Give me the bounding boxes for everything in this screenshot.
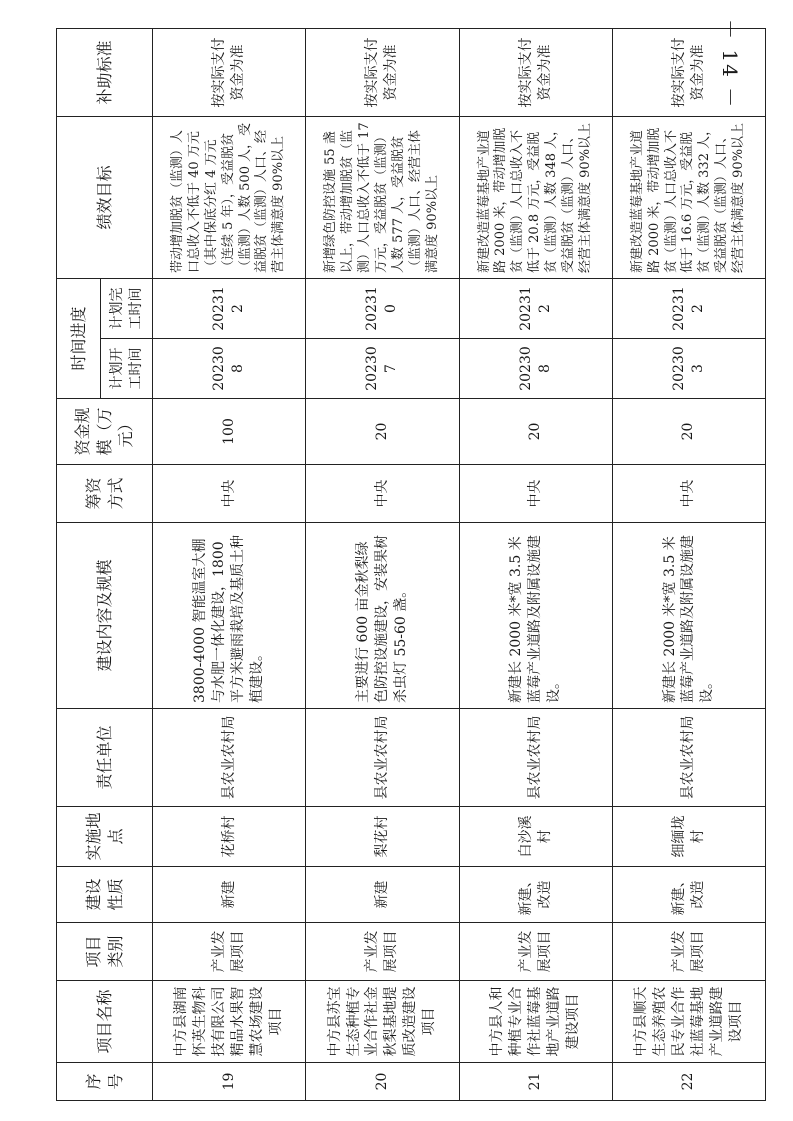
header-name: 项目名称: [57, 981, 153, 1063]
cell-goal: 新增绿色防控设施 55 盏以上，带动增加脱贫（监测）人口总收入不低于 17 万元，受益脱贫（监测）人数 577 人，受益脱贫（监测）人口、经营主体满意度 90%以上: [306, 116, 459, 278]
cell-funding: 中央: [612, 465, 765, 523]
cell-name: 中方县湖南怀英生物科技有限公司精品水果智慧农场建设项目: [153, 981, 306, 1063]
cell-amount: 20: [306, 399, 459, 465]
header-end: 计划完工时间: [101, 278, 153, 338]
cell-location: 梨花村: [306, 807, 459, 867]
cell-end: 202312: [153, 278, 306, 338]
table-row: [306, 28, 459, 1100]
cell-goal: 带动增加脱贫（监测）人口总收入不低于 40 万元（其中保底分红 4 万元（连续 5 年），受益脱贫（监测）人数 500 人，受益脱贫（监测）人口、经营主体满意度 90%以上: [153, 116, 306, 278]
cell-end: 202312: [459, 278, 612, 338]
cell-name: 中方县人和种植专业合作社蓝莓基地产业道路建设项目: [459, 981, 612, 1063]
cell-seq: 22: [612, 1063, 765, 1101]
project-table: [56, 28, 766, 1101]
header-funding: 筹资方式: [57, 465, 153, 523]
header-unit: 责任单位: [57, 709, 153, 807]
cell-name: 中方县苏宝生态种植专业合作社金秋梨基地提质改造建设项目: [306, 981, 459, 1063]
cell-subsidy: 按实际支付资金为准: [612, 28, 765, 116]
cell-funding: 中央: [306, 465, 459, 523]
cell-funding: 中央: [459, 465, 612, 523]
page-number: － 14 －: [718, 18, 742, 110]
cell-type: 产业发展项目: [459, 923, 612, 981]
cell-location: 白沙溪村: [459, 807, 612, 867]
cell-content: 新建长 2000 米*宽 3.5 米蓝莓产业道路及附属设施建设。: [459, 523, 612, 709]
cell-location: 细缅垅村: [612, 807, 765, 867]
cell-content: 新建长 2000 米*宽 3.5 米蓝莓产业道路及附属设施建设。: [612, 523, 765, 709]
cell-nature: 新建、改造: [612, 867, 765, 923]
header-progress: 时间进度: [57, 278, 101, 398]
cell-goal: 新建改造蓝莓基地产业道路 2000 米，带动增加脱贫（监测）人口总收入不低于 20.8 万元，受益脱贫（监测）人数 348 人，受益脱贫（监测）人口、经营主体满意度 90%以上: [459, 116, 612, 278]
header-start: 计划开工时间: [101, 339, 153, 399]
cell-type: 产业发展项目: [306, 923, 459, 981]
cell-name: 中方县顺天生态养殖农民专业合作社蓝莓基地产业道路建设项目: [612, 981, 765, 1063]
cell-content: 主要进行 600 亩金秋梨绿色防控设施建设，安装果树杀虫灯 55-60 盏。: [306, 523, 459, 709]
table-row: [612, 28, 765, 1100]
cell-nature: 新建、改造: [459, 867, 612, 923]
header-content: 建设内容及规模: [57, 523, 153, 709]
header-seq: 序号: [57, 1063, 153, 1101]
cell-seq: 21: [459, 1063, 612, 1101]
header-nature: 建设性质: [57, 867, 153, 923]
cell-start: 202308: [459, 339, 612, 399]
cell-start: 202303: [612, 339, 765, 399]
header-goal: 绩效目标: [57, 116, 153, 278]
cell-amount: 20: [459, 399, 612, 465]
cell-subsidy: 按实际支付资金为准: [153, 28, 306, 116]
cell-seq: 20: [306, 1063, 459, 1101]
cell-end: 202310: [306, 278, 459, 338]
cell-subsidy: 按实际支付资金为准: [459, 28, 612, 116]
header-location: 实施地点: [57, 807, 153, 867]
cell-seq: 19: [153, 1063, 306, 1101]
table-row: [153, 28, 306, 1100]
cell-nature: 新建: [153, 867, 306, 923]
cell-unit: 县农业农村局: [153, 709, 306, 807]
cell-unit: 县农业农村局: [612, 709, 765, 807]
header-type: 项目类别: [57, 923, 153, 981]
cell-amount: 100: [153, 399, 306, 465]
cell-nature: 新建: [306, 867, 459, 923]
cell-subsidy: 按实际支付资金为准: [306, 28, 459, 116]
cell-goal: 新建改造蓝莓基地产业道路 2000 米，带动增加脱贫（监测）人口总收入不低于 16.6 万元，受益脱贫（监测）人数 332 人，受益脱贫（监测）人口、经营主体满意度 90%以上: [612, 116, 765, 278]
cell-content: 3800-4000 智能温室大棚与水肥一体化建设，1800 平方米避雨栽培及基质土种植建设。: [153, 523, 306, 709]
table-row: [459, 28, 612, 1100]
header-subsidy: 补助标准: [57, 28, 153, 116]
cell-end: 202312: [612, 278, 765, 338]
header-amount: 资金规模（万元）: [57, 399, 153, 465]
cell-amount: 20: [612, 399, 765, 465]
cell-unit: 县农业农村局: [306, 709, 459, 807]
cell-funding: 中央: [153, 465, 306, 523]
cell-start: 202307: [306, 339, 459, 399]
cell-type: 产业发展项目: [612, 923, 765, 981]
cell-start: 202308: [153, 339, 306, 399]
cell-type: 产业发展项目: [153, 923, 306, 981]
cell-location: 花桥村: [153, 807, 306, 867]
cell-unit: 县农业农村局: [459, 709, 612, 807]
